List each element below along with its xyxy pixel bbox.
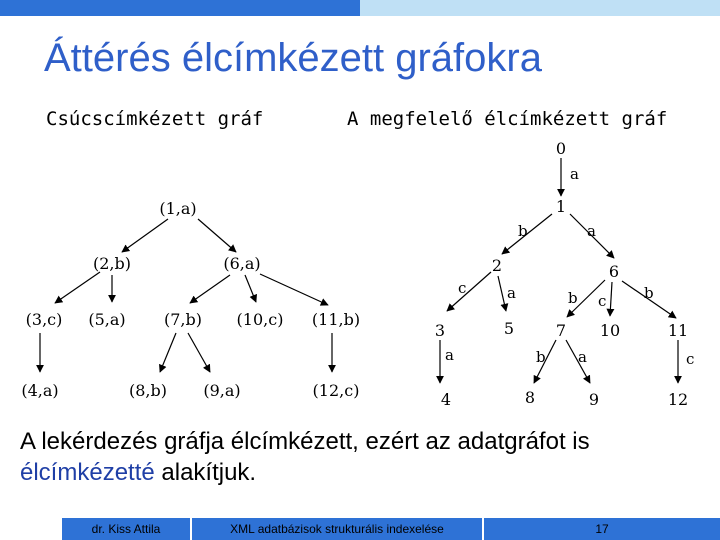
footer-course: XML adatbázisok strukturális indexelése — [192, 518, 482, 540]
edge-6-10 — [245, 275, 256, 302]
lnode-8: (8,b) — [129, 381, 167, 400]
edge-7-8 — [160, 333, 176, 372]
elabel-3-4: a — [445, 346, 454, 364]
lnode-1: (1,a) — [159, 199, 197, 218]
edge-2-5r — [498, 276, 506, 311]
elabel-2-5: a — [507, 284, 516, 302]
body-text-part1: A lekérdezés gráfja élcímkézett, ezért az adatgráfot is — [20, 428, 590, 455]
rnode-9: 9 — [588, 390, 600, 409]
rnode-11: 11 — [667, 321, 689, 340]
rnode-4: 4 — [440, 390, 452, 409]
edge-7-9 — [188, 333, 210, 372]
lnode-3: (3,c) — [25, 310, 63, 329]
footer-author: dr. Kiss Attila — [62, 518, 190, 540]
slide-title: Áttérés élcímkézett gráfokra — [44, 36, 542, 80]
lnode-6: (6,a) — [223, 254, 261, 273]
footer-bar — [0, 518, 720, 540]
lnode-11: (11,b) — [311, 310, 361, 329]
lnode-4: (4,a) — [21, 381, 59, 400]
rnode-6: 6 — [608, 262, 620, 281]
elabel-1-2: b — [518, 222, 528, 240]
edge-6-11 — [260, 274, 328, 305]
left-graph-nodes — [21, 199, 360, 400]
lnode-5: (5,a) — [88, 310, 126, 329]
lnode-9: (9,a) — [203, 381, 241, 400]
elabel-11-12: c — [686, 350, 695, 368]
elabel-2-3: c — [458, 279, 467, 297]
rnode-5: 5 — [503, 319, 515, 338]
right-graph-edge-labels — [445, 165, 694, 368]
rnode-0: 0 — [555, 139, 567, 158]
lnode-7: (7,b) — [164, 310, 202, 329]
left-graph-caption: Csúcscímkézett gráf — [46, 108, 264, 130]
elabel-0-1: a — [570, 165, 579, 183]
elabel-7-8: b — [536, 348, 546, 366]
rnode-7: 7 — [555, 321, 567, 340]
right-graph-edges — [440, 158, 678, 383]
lnode-12: (12,c) — [312, 381, 360, 400]
edge-6-10r — [610, 282, 612, 316]
edge-2-3 — [55, 272, 100, 303]
elabel-7-9: a — [578, 348, 587, 366]
elabel-1-6: a — [587, 222, 596, 240]
rnode-12: 12 — [667, 390, 689, 409]
lnode-10: (10,c) — [236, 310, 284, 329]
edge-6-7 — [190, 275, 230, 303]
elabel-6-7: b — [568, 289, 578, 307]
rnode-10: 10 — [599, 321, 621, 340]
elabel-6-11: b — [644, 284, 654, 302]
edge-2-3r — [447, 272, 491, 311]
right-graph-caption: A megfelelő élcímkézett gráf — [347, 108, 668, 130]
footer-page-number: 17 — [484, 518, 720, 540]
rnode-3: 3 — [434, 321, 446, 340]
body-text-highlight: élcímkézetté — [20, 459, 155, 486]
left-graph-edges — [40, 219, 332, 372]
edge-1-2 — [122, 219, 168, 252]
rnode-2: 2 — [491, 256, 503, 275]
edge-1-6 — [198, 219, 236, 252]
rnode-8: 8 — [524, 388, 536, 407]
elabel-6-10: c — [598, 292, 607, 310]
body-text-part2: alakítjuk. — [154, 459, 257, 486]
lnode-2: (2,b) — [93, 254, 131, 273]
rnode-1: 1 — [555, 197, 567, 216]
body-paragraph — [20, 426, 710, 488]
